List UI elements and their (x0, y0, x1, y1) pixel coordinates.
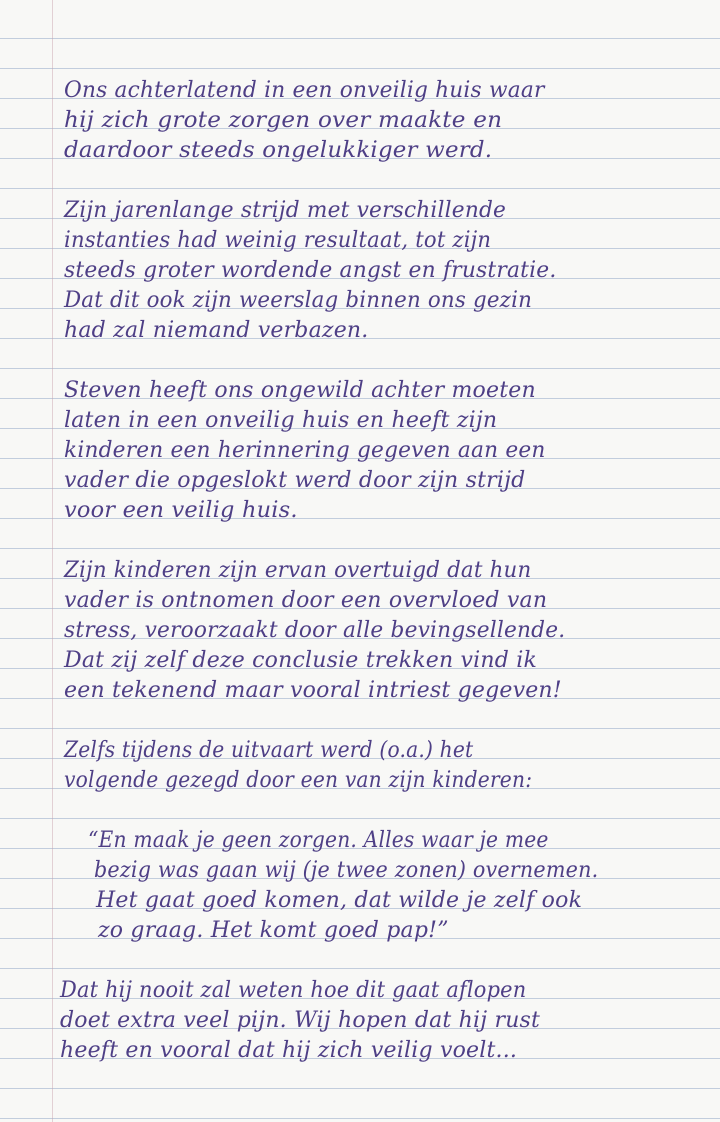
text-line: Steven heeft ons ongewild achter moeten (64, 378, 536, 403)
text-line: Dat zij zelf deze conclusie trekken vind ik (64, 648, 538, 673)
text-line: daardoor steeds ongelukkiger werd. (64, 138, 493, 163)
text-line: Ons achterlatend in een onveilig huis waar (64, 78, 545, 103)
text-line: Dat dit ook zijn weerslag binnen ons gezin (64, 288, 533, 313)
text-line: een tekenend maar vooral intriest gegeven! (64, 678, 562, 703)
text-line: had zal niemand verbazen. (64, 318, 369, 343)
text-line: Dat hij nooit zal weten hoe dit gaat aflopen (60, 978, 527, 1003)
text-line: instanties had weinig resultaat, tot zijn (64, 228, 492, 253)
text-line: volgende gezegd door een van zijn kinderen: (64, 768, 533, 793)
text-line: vader is ontnomen door een overvloed van (64, 588, 548, 613)
text-line: doet extra veel pijn. Wij hopen dat hij rust (60, 1008, 541, 1033)
text-line: Zijn kinderen zijn ervan overtuigd dat hun (64, 558, 532, 583)
text-line: kinderen een herinnering gegeven aan een (64, 438, 546, 463)
text-line: Zijn jarenlange strijd met verschillende (64, 198, 507, 223)
text-line: Zelfs tijdens de uitvaart werd (o.a.) het (64, 738, 474, 763)
quote-line: “En maak je geen zorgen. Alles waar je mee (88, 828, 549, 853)
quote-line: Het gaat goed komen, dat wilde je zelf ook (96, 888, 583, 913)
quote-line: bezig was gaan wij (je twee zonen) overnemen. (94, 858, 599, 883)
text-line: laten in een onveilig huis en heeft zijn (64, 408, 498, 433)
text-line: heeft en vooral dat hij zich veilig voelt... (60, 1038, 518, 1063)
text-line: stress, veroorzaakt door alle bevingsellende. (64, 618, 566, 643)
quote-line: zo graag. Het komt goed pap!” (98, 918, 449, 943)
text-line: steeds groter wordende angst en frustratie. (64, 258, 557, 283)
text-line: hij zich grote zorgen over maakte en (64, 108, 503, 133)
text-line: voor een veilig huis. (64, 498, 298, 523)
text-line: vader die opgeslokt werd door zijn strijd (64, 468, 526, 493)
